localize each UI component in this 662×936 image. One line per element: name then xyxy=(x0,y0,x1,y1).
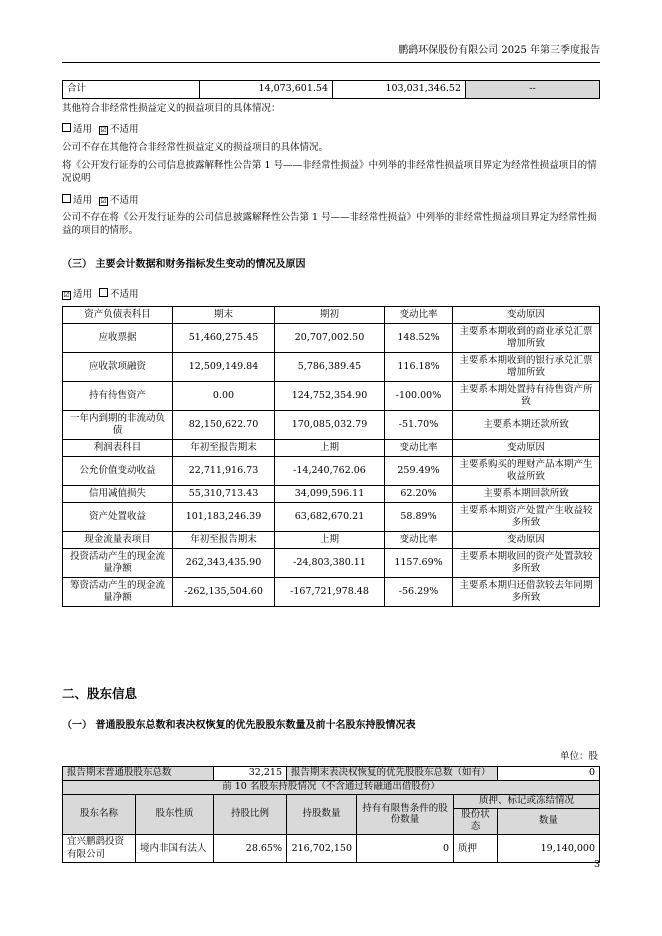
changes-value-1: 22,711,916.73 xyxy=(173,457,275,486)
changes-item: 投资活动产生的现金流量净额 xyxy=(63,549,173,578)
changes-header-cell: 现金流量表项目 xyxy=(63,532,173,549)
col-pledge-status-group: 质押、标记或冻结情况 xyxy=(454,794,600,808)
section-3-title: （三） 主要会计数据和财务指标发生变动的情况及原因 xyxy=(62,259,306,270)
changes-reason: 主要系本期处置持有待售资产所致 xyxy=(453,382,600,411)
para-other-items: 其他符合非经常性损益定义的损益项目的具体情况： xyxy=(62,103,281,114)
changes-value-2: -14,240,762.06 xyxy=(275,457,385,486)
shareholders-subtitle: （一） 普通股股东总数和表决权恢复的优先股股东数量及前十名股东持股情况表 xyxy=(62,720,416,731)
col-holder-nature: 股东性质 xyxy=(136,794,214,835)
changes-item: 应收票据 xyxy=(63,324,173,353)
changes-header-cell: 变动比率 xyxy=(385,440,453,457)
changes-row xyxy=(63,382,600,411)
total-value-1: 14,073,601.54 xyxy=(200,81,333,99)
checkbox-not-applicable-2-checked[interactable]: ☑ xyxy=(100,197,107,205)
changes-reason: 主要系购买的理财产品本期产生收益所致 xyxy=(453,457,600,486)
col-holding-qty: 持股数量 xyxy=(287,794,357,835)
header-divider xyxy=(62,62,600,63)
checkbox-applicable-2[interactable] xyxy=(62,194,71,203)
changes-ratio: -51.70% xyxy=(385,411,453,440)
changes-reason: 主要系本期收到的银行承兑汇票增加所致 xyxy=(453,353,600,382)
checkbox-applicable[interactable] xyxy=(62,123,71,132)
shareholder-row xyxy=(63,835,600,863)
total-holders-value: 32,215 xyxy=(214,767,287,781)
changes-row xyxy=(63,486,600,503)
changes-ratio: 259.49% xyxy=(385,457,453,486)
changes-ratio: -56.29% xyxy=(385,578,453,607)
shareholders-section-title: 二、股东信息 xyxy=(62,686,138,701)
changes-item: 公允价值变动收益 xyxy=(63,457,173,486)
changes-ratio: -100.00% xyxy=(385,382,453,411)
changes-reason: 主要系本期资产处置产生收益较多所致 xyxy=(453,503,600,532)
total-value-2: 103,031,346.52 xyxy=(333,81,466,99)
col-holding-ratio: 持股比例 xyxy=(214,794,287,835)
changes-header-cell: 变动原因 xyxy=(453,440,600,457)
checkbox-not-applicable-checked[interactable]: ☑ xyxy=(100,126,107,134)
total-table xyxy=(62,80,600,99)
option-yes-label-2: 适用 xyxy=(73,195,93,206)
changes-ratio: 62.20% xyxy=(385,486,453,503)
holder-nature: 境内非国有法人 xyxy=(136,835,214,863)
changes-item: 一年内到期的非流动负债 xyxy=(63,411,173,440)
holder-amount: 19,140,000 xyxy=(498,835,600,863)
changes-ratio: 58.89% xyxy=(385,503,453,532)
changes-header-cell: 年初至报告期末 xyxy=(173,440,275,457)
changes-reason: 主要系本期还款所致 xyxy=(453,411,600,440)
changes-value-2: 170,085,032.79 xyxy=(275,411,385,440)
changes-row xyxy=(63,353,600,382)
holder-name: 宜兴鹏鹞投资有限公司 xyxy=(63,835,136,863)
changes-item: 应收款项融资 xyxy=(63,353,173,382)
changes-value-1: 51,460,275.45 xyxy=(173,324,275,353)
total-holders-label: 报告期末普通股股东总数 xyxy=(63,767,214,781)
changes-value-1: 55,310,713.43 xyxy=(173,486,275,503)
changes-value-1: 82,150,622.70 xyxy=(173,411,275,440)
top10-header: 前 10 名股东持股情况（不含通过转融通出借股份） xyxy=(63,780,600,794)
changes-header-cell: 利润表科目 xyxy=(63,440,173,457)
option-line-1 xyxy=(62,123,602,137)
changes-row xyxy=(63,503,600,532)
option-no-label: 不适用 xyxy=(110,124,139,135)
changes-ratio: 116.18% xyxy=(385,353,453,382)
report-header: 鹏鹞环保股份有限公司 2025 年第三季度报告 xyxy=(398,45,600,56)
total-value-3: -- xyxy=(466,81,600,99)
changes-ratio: 148.52% xyxy=(385,324,453,353)
changes-item: 持有待售资产 xyxy=(63,382,173,411)
changes-value-2: -24,803,380.11 xyxy=(275,549,385,578)
changes-value-2: 20,707,002.50 xyxy=(275,324,385,353)
pref-holders-label: 报告期末表决权恢复的优先股股东总数（如有） xyxy=(287,767,498,781)
option-yes-label: 适用 xyxy=(73,124,93,135)
option-no-label-3: 不适用 xyxy=(110,289,139,300)
changes-header-row xyxy=(63,440,600,457)
changes-header-row xyxy=(63,307,600,324)
changes-header-cell: 上期 xyxy=(275,532,385,549)
changes-reason: 主要系本期收回的资产处置款较多所致 xyxy=(453,549,600,578)
holder-qty: 216,702,150 xyxy=(287,835,357,863)
changes-value-2: 34,099,596.11 xyxy=(275,486,385,503)
para-no-reclassify: 公司不存在将《公开发行证券的公司信息披露解释性公告第 1 号——非经常性损益》中列举的非经常性损益项目界定为经常性损益的项目的情形。 xyxy=(62,212,597,236)
changes-header-cell: 资产负债表科目 xyxy=(63,307,173,324)
holder-ratio: 28.65% xyxy=(214,835,287,863)
changes-value-2: 124,752,354.90 xyxy=(275,382,385,411)
changes-reason: 主要系本期归还借款较去年同期多所致 xyxy=(453,578,600,607)
page-number: 3 xyxy=(593,859,600,870)
changes-row xyxy=(63,578,600,607)
col-holder-name: 股东名称 xyxy=(63,794,136,835)
holder-status: 质押 xyxy=(454,835,498,863)
changes-item: 筹资活动产生的现金流量净额 xyxy=(63,578,173,607)
holder-restricted: 0 xyxy=(357,835,454,863)
unit-label: 单位：股 xyxy=(559,751,598,762)
changes-reason: 主要系本期收到的商业承兑汇票增加所致 xyxy=(453,324,600,353)
total-label: 合计 xyxy=(63,81,200,99)
changes-value-2: 5,786,389.45 xyxy=(275,353,385,382)
changes-ratio: 1157.69% xyxy=(385,549,453,578)
col-share-status: 股份状态 xyxy=(454,808,498,835)
option-yes-label-3: 适用 xyxy=(73,289,93,300)
changes-item: 资产处置收益 xyxy=(63,503,173,532)
pref-holders-value: 0 xyxy=(498,767,600,781)
changes-value-1: -262,135,504.60 xyxy=(173,578,275,607)
changes-header-cell: 上期 xyxy=(275,440,385,457)
col-pledge-amount: 数量 xyxy=(498,808,600,835)
changes-value-1: 262,343,435.90 xyxy=(173,549,275,578)
changes-header-cell: 变动原因 xyxy=(453,307,600,324)
changes-header-cell: 期初 xyxy=(275,307,385,324)
changes-value-1: 12,509,149.84 xyxy=(173,353,275,382)
changes-table xyxy=(62,306,600,607)
changes-row xyxy=(63,549,600,578)
checkbox-applicable-3-checked[interactable]: ☑ xyxy=(63,291,70,299)
changes-header-cell: 变动比率 xyxy=(385,307,453,324)
option-line-2 xyxy=(62,194,602,208)
section-3-option-line xyxy=(62,288,602,302)
para-reclassify-note: 将《公开发行证券的公司信息披露解释性公告第 1 号——非经常性损益》中列举的非经常性损益项目界定为经常性损益项目的情况说明 xyxy=(62,160,597,184)
checkbox-not-applicable-3[interactable] xyxy=(99,288,108,297)
changes-header-row xyxy=(63,532,600,549)
changes-header-cell: 期末 xyxy=(173,307,275,324)
changes-value-2: -167,721,978.48 xyxy=(275,578,385,607)
changes-header-cell: 年初至报告期末 xyxy=(173,532,275,549)
para-no-other-items: 公司不存在其他符合非经常性损益定义的损益项目的具体情况。 xyxy=(62,142,329,153)
option-no-label-2: 不适用 xyxy=(110,195,139,206)
changes-row xyxy=(63,324,600,353)
changes-value-2: 63,682,670.21 xyxy=(275,503,385,532)
changes-reason: 主要系本期回款所致 xyxy=(453,486,600,503)
changes-row xyxy=(63,411,600,440)
changes-row xyxy=(63,457,600,486)
changes-header-cell: 变动比率 xyxy=(385,532,453,549)
changes-item: 信用减值损失 xyxy=(63,486,173,503)
shareholders-table xyxy=(62,766,600,863)
changes-header-cell: 变动原因 xyxy=(453,532,600,549)
col-restricted-shares: 持有有限售条件的股份数量 xyxy=(357,794,454,835)
changes-value-1: 101,183,246.39 xyxy=(173,503,275,532)
changes-value-1: 0.00 xyxy=(173,382,275,411)
